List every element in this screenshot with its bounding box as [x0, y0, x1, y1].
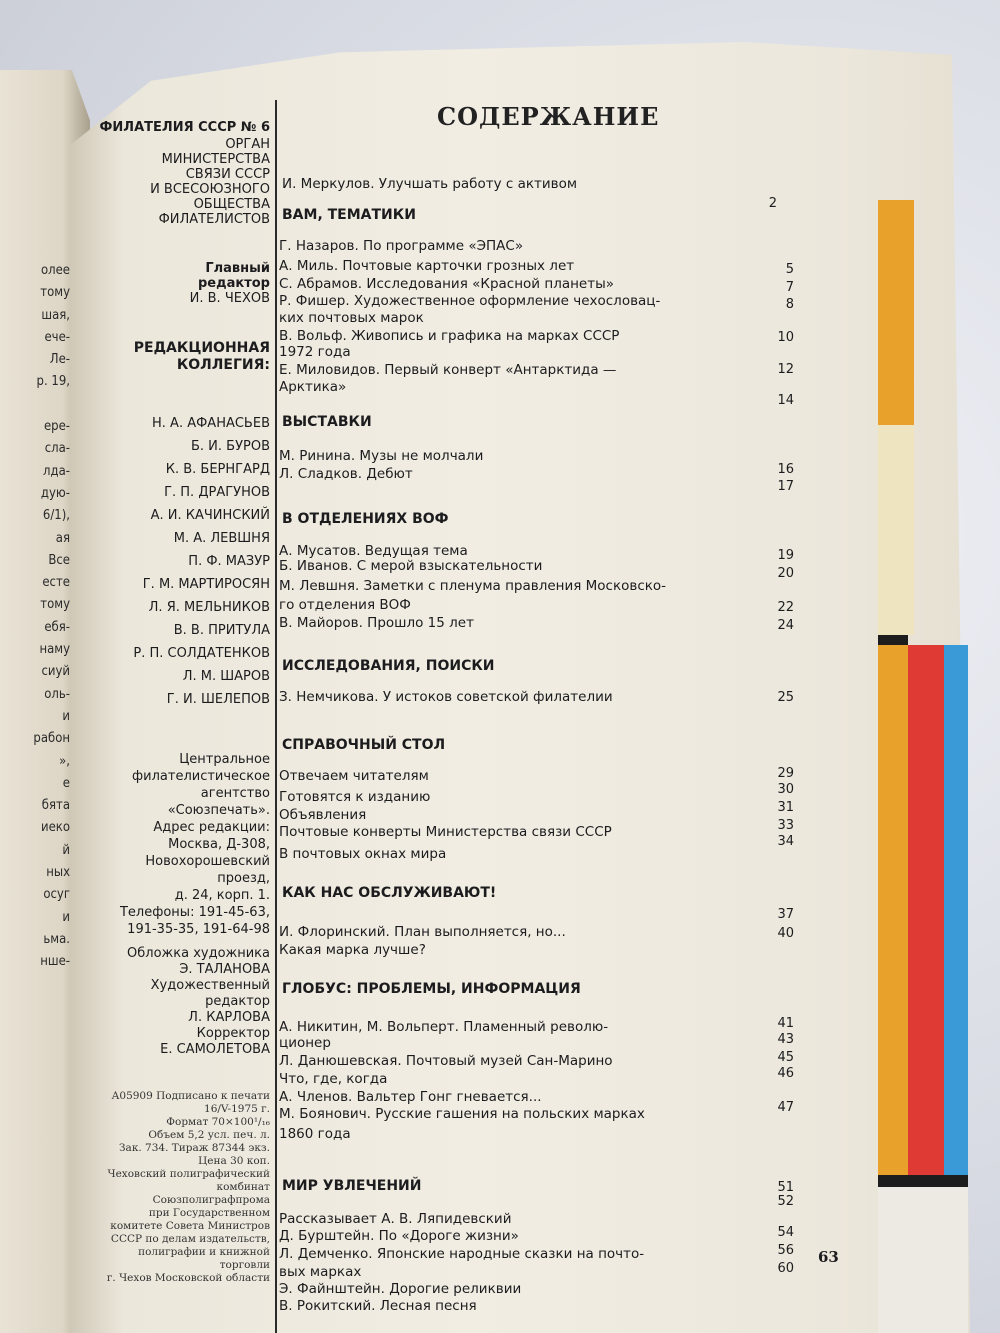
address-line: филателистическое: [132, 769, 270, 784]
imprint-line: Зак. 734. Тираж 87344 экз.: [119, 1142, 270, 1154]
column-divider: [275, 100, 277, 1333]
imprint-line: А05909 Подписано к печати: [111, 1090, 270, 1102]
toc-page-number: 37: [777, 907, 794, 922]
organ-line: МИНИСТЕРСТВА: [161, 152, 270, 167]
toc-entry: го отделения ВОФ: [279, 597, 411, 613]
toc-page-number: 29: [777, 766, 794, 781]
toc-entry: Готовятся к изданию: [279, 789, 431, 805]
previous-page-fragment: олее: [40, 263, 70, 278]
board-member: Б. И. БУРОВ: [190, 439, 270, 454]
toc-page-number: 51: [777, 1180, 794, 1195]
imprint-line: Формат 70×100¹/₁₆: [166, 1116, 270, 1128]
toc-page-number: 7: [785, 280, 794, 295]
toc-page-number: 8: [785, 297, 794, 312]
previous-page-fragment: тому: [40, 597, 70, 613]
imprint-line: 16/V-1975 г.: [204, 1103, 270, 1115]
toc-page-number: 54: [777, 1225, 794, 1240]
cover-credit-line: Е. САМОЛЕТОВА: [160, 1042, 270, 1057]
toc-entry: И. Флоринский. План выполняется, но...: [279, 924, 566, 940]
publisher-organ: [95, 137, 270, 227]
previous-page-fragment: осуг: [43, 887, 70, 903]
toc-entry: Д. Бурштейн. По «Дороге жизни»: [279, 1228, 519, 1244]
board-heading-2: КОЛЛЕГИЯ:: [176, 357, 270, 373]
toc-page-number: 33: [777, 818, 794, 833]
toc-entry: М. Ринина. Музы не молчали: [279, 448, 484, 464]
toc-page-number: 52: [777, 1194, 794, 1209]
toc-page-number: 45: [777, 1050, 794, 1065]
board-member: Л. Я. МЕЛЬНИКОВ: [148, 600, 270, 615]
previous-page-fragment: Ле-: [49, 352, 70, 368]
board-heading-1: РЕДАКЦИОННАЯ: [133, 340, 270, 356]
previous-page-fragment: й: [62, 842, 70, 858]
previous-page-fragment: лда-: [43, 463, 70, 479]
toc-page-number: 17: [777, 479, 794, 494]
previous-page-fragment: 6/1),: [42, 508, 70, 524]
previous-page-fragment: »,: [59, 753, 70, 769]
magazine-title: ФИЛАТЕЛИЯ СССР № 6: [99, 120, 270, 135]
toc-section-heading: ИССЛЕДОВАНИЯ, ПОИСКИ: [282, 658, 495, 674]
toc-entry: ких почтовых марок: [279, 310, 424, 326]
toc-entry: В. Рокитский. Лесная песня: [279, 1298, 477, 1314]
toc-page-number: 14: [777, 393, 794, 408]
cover-credit-line: Художественный: [150, 978, 270, 993]
toc-page-number: 10: [777, 330, 794, 345]
toc-entry: Р. Фишер. Художественное оформление чехословац-: [279, 293, 661, 309]
previous-page-fragment: ных: [46, 865, 70, 881]
imprint-block: [95, 1090, 270, 1285]
toc-page-number: 60: [777, 1261, 794, 1276]
previous-page-fragment: шая,: [41, 307, 70, 323]
board-member: П. Ф. МАЗУР: [188, 554, 270, 569]
masthead: [95, 120, 270, 1285]
organ-line: И ВСЕСОЮЗНОГО: [150, 182, 270, 197]
toc-page-number: 47: [777, 1100, 794, 1115]
organ-line: СВЯЗИ СССР: [185, 167, 270, 182]
toc-page-number: 24: [777, 618, 794, 633]
toc-entry: Э. Файнштейн. Дорогие реликвии: [279, 1281, 522, 1297]
toc-page-number: 56: [777, 1243, 794, 1258]
toc-entry: М. Боянович. Русские гашения на польских марках: [279, 1106, 645, 1122]
toc-section-heading: ГЛОБУС: ПРОБЛЕМЫ, ИНФОРМАЦИЯ: [282, 981, 581, 997]
previous-page-fragment: сла-: [44, 441, 70, 457]
imprint-line: Чеховский полиграфический: [107, 1168, 270, 1180]
edge-tab-red: [908, 645, 944, 1190]
toc-entry: 1860 года: [279, 1126, 351, 1142]
address-block: [95, 751, 270, 938]
board-member: Г. И. ШЕЛЕПОВ: [166, 692, 270, 707]
toc-entry: В почтовых окнах мира: [279, 846, 447, 862]
edge-tab-cream: [878, 425, 914, 635]
address-line: Адрес редакции:: [153, 820, 270, 835]
toc-page-number: 19: [777, 548, 794, 563]
toc-page-number: 2: [768, 196, 777, 211]
chief-title-2: редактор: [198, 276, 270, 291]
toc-page-number: 30: [777, 782, 794, 797]
toc-page-number: 5: [785, 262, 794, 277]
toc-page-number: 20: [777, 566, 794, 581]
toc-entry: Б. Иванов. С мерой взыскательности: [279, 558, 543, 574]
toc-entry: Отвечаем читателям: [279, 768, 429, 784]
toc-section-heading: ВЫСТАВКИ: [282, 414, 372, 430]
toc-entry: Арктика»: [279, 379, 347, 395]
previous-page-fragment: и: [62, 909, 70, 925]
toc-entry: С. Абрамов. Исследования «Красной планеты»: [279, 276, 615, 292]
previous-page-fragment: нше-: [40, 954, 70, 970]
edge-tab-white: [878, 1187, 968, 1333]
board-heading: [95, 340, 270, 374]
organ-line: ФИЛАТЕЛИСТОВ: [158, 212, 270, 227]
address-line: Новохорошевский проезд,: [145, 854, 270, 886]
imprint-line: при Государственном: [148, 1207, 270, 1219]
cover-credit-line: Э. ТАЛАНОВА: [179, 962, 270, 977]
imprint-line: Объем 5,2 усл. печ. л.: [148, 1129, 270, 1141]
toc-entry: Какая марка лучше?: [279, 942, 426, 958]
previous-page-fragment: и: [62, 708, 70, 724]
board-members: [95, 412, 270, 711]
toc-entry: Почтовые конверты Министерства связи СССР: [279, 824, 612, 840]
toc-entry: В. Майоров. Прошло 15 лет: [279, 615, 474, 631]
board-member: Л. М. ШАРОВ: [182, 669, 270, 684]
previous-page-fragment: Все: [48, 552, 70, 568]
toc-entry: А. Членов. Вальтер Гонг гневается...: [279, 1089, 542, 1105]
toc-section-heading: ВАМ, ТЕМАТИКИ: [282, 207, 416, 223]
board-member: Г. П. ДРАГУНОВ: [164, 485, 270, 500]
imprint-line: Цена 30 коп.: [198, 1155, 270, 1167]
toc-page-number: 34: [777, 834, 794, 849]
cover-credits: [95, 946, 270, 1058]
board-member: М. А. ЛЕВШНЯ: [173, 531, 270, 546]
toc-entry: В. Вольф. Живопись и графика на марках СССР: [279, 328, 620, 344]
board-member: Н. А. АФАНАСЬЕВ: [152, 416, 270, 431]
toc-entry: Что, где, когда: [279, 1071, 388, 1087]
previous-page-fragment: е: [62, 775, 70, 791]
edge-tab-orange-2: [878, 645, 908, 1190]
previous-page-fragment: иеко: [40, 820, 70, 836]
toc-entry: Объявления: [279, 807, 367, 823]
previous-page-fragment: ече-: [44, 329, 70, 345]
imprint-line: СССР по делам издательств,: [110, 1233, 270, 1245]
toc-entry: З. Немчикова. У истоков советской филателии: [279, 689, 613, 705]
organ-line: ОРГАН: [225, 137, 270, 152]
organ-line: ОБЩЕСТВА: [193, 197, 270, 212]
toc-section-heading: КАК НАС ОБСЛУЖИВАЮТ!: [282, 885, 497, 901]
toc-entry: Л. Демченко. Японские народные сказки на почто-: [279, 1246, 645, 1262]
toc-section-heading: СПРАВОЧНЫЙ СТОЛ: [282, 737, 446, 753]
toc-entry: А. Миль. Почтовые карточки грозных лет: [279, 258, 575, 274]
board-member: Г. М. МАРТИРОСЯН: [142, 577, 270, 592]
toc-entry: 1972 года: [279, 344, 351, 360]
address-line: д. 24, корп. 1.: [174, 888, 270, 903]
board-member: А. И. КАЧИНСКИЙ: [150, 508, 270, 523]
previous-page-fragment: ере-: [43, 419, 70, 435]
chief-editor-block: [95, 261, 270, 306]
toc-entry: Г. Назаров. По программе «ЭПАС»: [279, 238, 524, 254]
previous-page-text: [0, 260, 70, 974]
address-line: агентство «Союзпечать».: [167, 786, 270, 818]
toc-entry: ционер: [279, 1035, 331, 1051]
toc-entry: Рассказывает А. В. Ляпидевский: [279, 1211, 512, 1227]
previous-page-fragment: сиуй: [41, 664, 70, 680]
previous-page-fragment: бята: [41, 798, 70, 814]
toc-entry: Е. Миловидов. Первый конверт «Антарктида —: [279, 362, 617, 378]
previous-page-fragment: ая: [55, 530, 70, 546]
imprint-line: комбинат: [216, 1181, 270, 1193]
previous-page-fragment: тому: [40, 285, 70, 301]
previous-page-fragment: ьма.: [43, 931, 70, 947]
toc-entry: И. Меркулов. Улучшать работу с активом: [282, 176, 578, 192]
edge-tab-black-2: [878, 1175, 968, 1187]
page-number: 63: [818, 1248, 839, 1266]
toc-page-number: 41: [777, 1016, 794, 1031]
toc-entry: вых марках: [279, 1264, 362, 1280]
address-line: Москва, Д-308,: [168, 837, 270, 852]
previous-page-fragment: наму: [39, 642, 70, 658]
chief-title-1: Главный: [205, 261, 270, 276]
cover-credit-line: Корректор: [196, 1026, 270, 1041]
imprint-line: полиграфии и книжной: [138, 1246, 270, 1258]
previous-page-fragment: рабон: [33, 731, 70, 747]
imprint-line: г. Чехов Московской области: [106, 1272, 270, 1284]
address-line: 191-35-35, 191-64-98: [127, 922, 270, 937]
toc-page-number: 43: [777, 1032, 794, 1047]
chief-editor-name: И. В. ЧЕХОВ: [189, 291, 270, 306]
toc-entry: А. Никитин, М. Вольперт. Пламенный револю-: [279, 1019, 609, 1035]
toc-page-number: 16: [777, 462, 794, 477]
toc-entry: М. Левшня. Заметки с пленума правления Московско-: [279, 578, 667, 594]
cover-credit-line: редактор: [205, 994, 270, 1009]
toc-page-number: 31: [777, 800, 794, 815]
board-member: К. В. БЕРНГАРД: [165, 462, 270, 477]
previous-page-fragment: оль-: [44, 686, 70, 702]
edge-tab-blue: [944, 645, 968, 1190]
board-member: В. В. ПРИТУЛА: [173, 623, 270, 638]
previous-page-fragment: ебя-: [44, 619, 70, 635]
imprint-line: Союзполиграфпрома: [152, 1194, 270, 1206]
toc-title: СОДЕРЖАНИЕ: [437, 102, 660, 131]
toc-page-number: 40: [777, 926, 794, 941]
address-line: Телефоны: 191-45-63,: [119, 905, 270, 920]
toc-section-heading: МИР УВЛЕЧЕНИЙ: [282, 1178, 422, 1194]
toc-page-number: 12: [777, 362, 794, 377]
previous-page-fragment: дую-: [40, 485, 70, 501]
address-line: Центральное: [179, 752, 270, 767]
previous-page-fragment: [0, 394, 70, 416]
imprint-line: торговли: [219, 1259, 270, 1271]
toc-page-number: 22: [777, 600, 794, 615]
edge-tab-orange: [878, 200, 914, 425]
toc-section-heading: В ОТДЕЛЕНИЯХ ВОФ: [282, 511, 449, 527]
toc-page-number: 25: [777, 690, 794, 705]
imprint-line: комитете Совета Министров: [110, 1220, 270, 1232]
toc-entry: А. Мусатов. Ведущая тема: [279, 543, 468, 559]
board-member: Р. П. СОЛДАТЕНКОВ: [133, 646, 270, 661]
previous-page-fragment: р. 19,: [36, 374, 70, 390]
toc-entry: Л. Сладков. Дебют: [279, 466, 413, 482]
cover-credit-line: Обложка художника: [127, 946, 270, 961]
cover-credit-line: Л. КАРЛОВА: [188, 1010, 270, 1025]
previous-page-fragment: есте: [42, 575, 70, 591]
toc-entry: Л. Данюшевская. Почтовый музей Сан-Марино: [279, 1053, 613, 1069]
toc-page-number: 46: [777, 1066, 794, 1081]
